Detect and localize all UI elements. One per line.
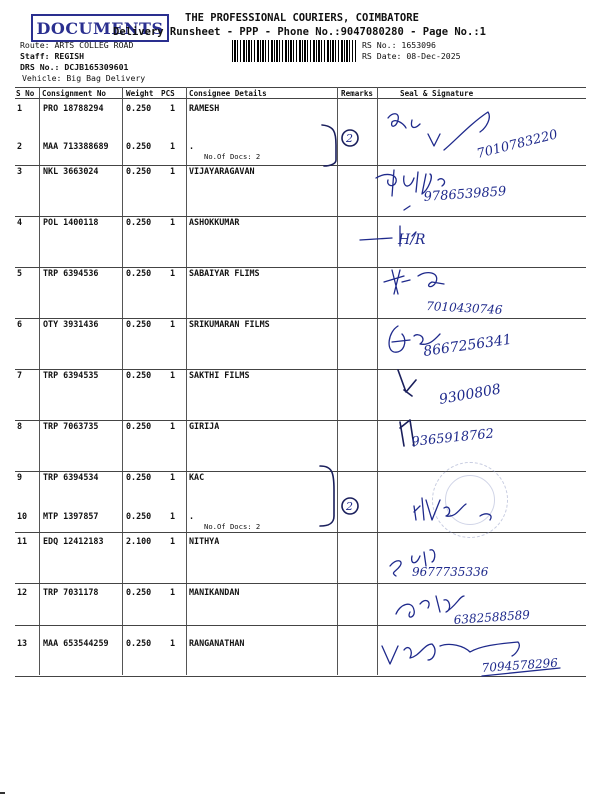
runsheet-subtitle: Delivery Runsheet - PPP - Phone No.:9047080280 - Page No.:1: [113, 26, 486, 38]
rs-date: RS Date: 08-Dec-2025: [362, 51, 461, 61]
row-pcs: 1: [170, 536, 176, 546]
row-pcs: 1: [170, 141, 176, 151]
signature-1: [388, 112, 489, 150]
row-weight: 0.250: [126, 103, 152, 113]
edge-mark: [0, 792, 5, 794]
row-consignee: VIJAYARAGAVAN: [189, 166, 255, 176]
phone-3: 9786539859: [423, 184, 507, 205]
row-sno: 8: [17, 421, 23, 431]
drs-label: DRS No.: DCJB165309601: [20, 62, 129, 72]
row-weight: 0.250: [126, 166, 152, 176]
row-weight: 0.250: [126, 472, 152, 482]
phone-8: 9365918762: [410, 426, 495, 450]
phone-11: 9677735336: [412, 565, 489, 579]
row-consignment: POL 1400118: [43, 217, 99, 227]
count-2: 2: [346, 500, 353, 513]
signature-5: [384, 270, 444, 294]
row-consignee: .: [189, 141, 195, 151]
row-weight: 0.250: [126, 217, 152, 227]
row-weight: 0.250: [126, 319, 152, 329]
row-consignee: RAMESH: [189, 103, 220, 113]
row-consignment: MTP 1397857: [43, 511, 99, 521]
row-consignment: TRP 7031178: [43, 587, 99, 597]
row-sno: 2: [17, 141, 23, 151]
bracket-mark: [320, 466, 334, 526]
row-consignee: .: [189, 511, 195, 521]
row-consignment: TRP 7063735: [43, 421, 99, 431]
phone-12: 6382588589: [453, 607, 531, 627]
count-1: 2: [346, 132, 353, 145]
row-consignment: NKL 3663024: [43, 166, 99, 176]
row-sno: 3: [17, 166, 23, 176]
row-consignment: EDQ 12412183: [43, 536, 104, 546]
row-sno: 7: [17, 370, 23, 380]
staff-label: Staff: REGISH: [20, 51, 85, 61]
phone-7: 9300808: [437, 381, 503, 408]
row-sno: 1: [17, 103, 23, 113]
row-weight: 0.250: [126, 268, 152, 278]
row-consignee: SRIKUMARAN FILMS: [189, 319, 270, 329]
header-seal: Seal & Signature: [400, 89, 474, 98]
row-pcs: 1: [170, 370, 176, 380]
row-sno: 11: [17, 536, 28, 546]
rs-number: RS No.: 1653096: [362, 40, 436, 50]
documents-stamp: DOCUMENTS: [31, 14, 169, 42]
row-sno: 13: [17, 638, 28, 648]
row-sno: 4: [17, 217, 23, 227]
row-pcs: 1: [170, 511, 176, 521]
header-pcs: PCS: [161, 89, 175, 98]
row-consignment: TRP 6394536: [43, 268, 99, 278]
header-consignment: Consignment No: [42, 89, 107, 98]
bracket-mark: [322, 125, 336, 166]
signature-7: [398, 370, 416, 396]
row-sno: 12: [17, 587, 28, 597]
row-consignee: MANIKANDAN: [189, 587, 240, 597]
row-doc-count: No.Of Docs: 2: [204, 152, 261, 161]
row-pcs: 1: [170, 319, 176, 329]
header-sno: S No: [16, 89, 35, 98]
phone-5: 7010430746: [425, 299, 503, 317]
header-consignee: Consignee Details: [189, 89, 267, 98]
row-weight: 0.250: [126, 421, 152, 431]
company-title: THE PROFESSIONAL COURIERS, COIMBATORE: [185, 12, 419, 24]
header-remarks: Remarks: [341, 89, 374, 98]
row-pcs: 1: [170, 268, 176, 278]
row-consignment: MAA 653544259: [43, 638, 109, 648]
row-pcs: 1: [170, 166, 176, 176]
row-weight: 0.250: [126, 141, 152, 151]
row-consignment: MAA 713388689: [43, 141, 109, 151]
row-sno: 9: [17, 472, 23, 482]
row-consignee: KAC: [189, 472, 205, 482]
row-pcs: 1: [170, 217, 176, 227]
row-weight: 0.250: [126, 638, 152, 648]
row-pcs: 1: [170, 587, 176, 597]
row-consignment: TRP 6394535: [43, 370, 99, 380]
row-consignee: NITHYA: [189, 536, 220, 546]
row-sno: 6: [17, 319, 23, 329]
phone-1: 7010783220: [475, 127, 560, 162]
row-consignee: SABAIYAR FLIMS: [189, 268, 260, 278]
row-consignee: GIRIJA: [189, 421, 220, 431]
header-weight: Weight: [126, 89, 154, 98]
row-weight: 0.250: [126, 370, 152, 380]
row-pcs: 1: [170, 638, 176, 648]
row-pcs: 1: [170, 421, 176, 431]
row-consignment: PRO 18788294: [43, 103, 104, 113]
signature-9: [414, 498, 491, 520]
row-weight: 0.250: [126, 587, 152, 597]
route-label: Route: ARTS COLLEG ROAD: [20, 40, 134, 50]
row-consignee: ASHOKKUMAR: [189, 217, 240, 227]
row-sno: 5: [17, 268, 23, 278]
row-weight: 2.100: [126, 536, 152, 546]
row-doc-count: No.Of Docs: 2: [204, 522, 261, 531]
phone-13: 7094578296: [481, 655, 559, 675]
note-4: H/R: [398, 232, 426, 248]
row-consignment: OTY 3931436: [43, 319, 99, 329]
vehicle-label: Vehicle: Big Bag Delivery: [22, 73, 146, 83]
row-consignee: SAKTHI FILMS: [189, 370, 250, 380]
row-pcs: 1: [170, 103, 176, 113]
row-weight: 0.250: [126, 511, 152, 521]
row-consignee: RANGANATHAN: [189, 638, 245, 648]
row-consignment: TRP 6394534: [43, 472, 99, 482]
row-pcs: 1: [170, 472, 176, 482]
row-sno: 10: [17, 511, 28, 521]
phone-6: 8667256341: [422, 331, 513, 360]
